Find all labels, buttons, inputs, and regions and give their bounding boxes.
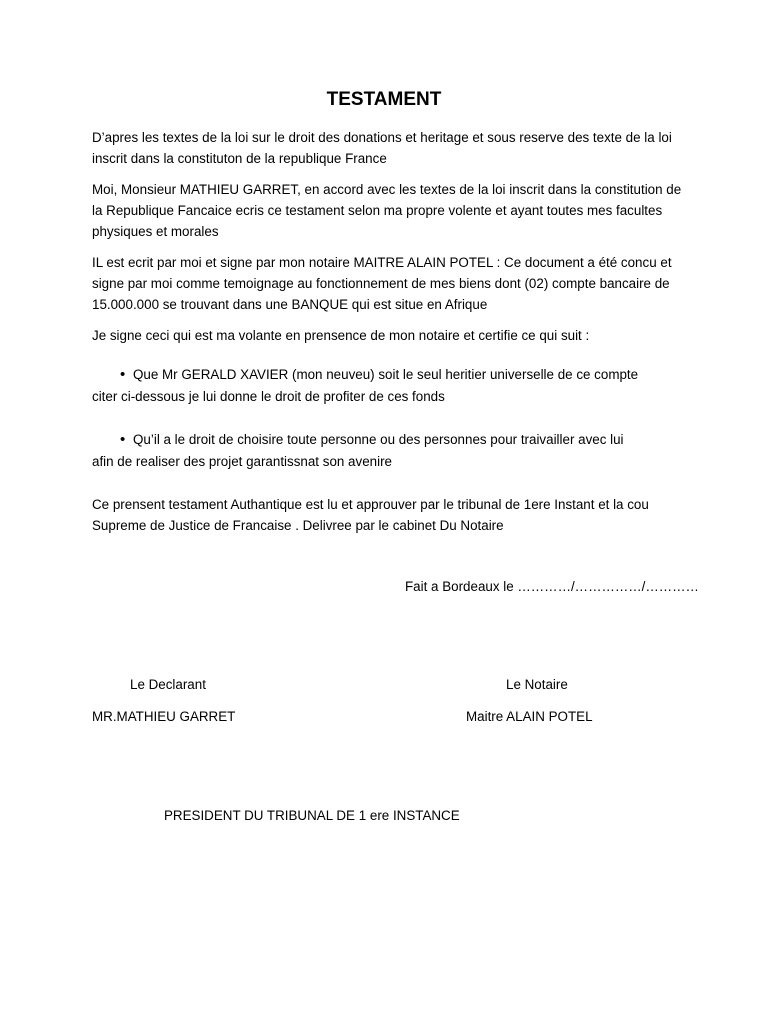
paragraph-certification: Je signe ceci qui est ma volante en prensence de mon notaire et certifie ce qui suit : [92, 328, 590, 343]
bullet-icon: • [120, 431, 126, 448]
paragraph-closing: Ce prensent testament Authantique est lu et approuver par le tribunal de 1ere Instant et la cou Supreme de Justice de Francaise . Delivree par le cabinet Du Notaire [92, 497, 649, 533]
paragraph-declaration: Moi, Monsieur MATHIEU GARRET, en accord avec les textes de la loi inscrit dans la constitution de la Republique Fancaice ecris ce testament selon ma propre volente et ayant toutes mes facultes physiques et morales [92, 182, 682, 239]
bullet-icon: • [120, 366, 126, 383]
bullet-2-first-line: Qu’il a le droit de choisire toute personne ou des personnes pour traivailler avec lui [133, 432, 624, 447]
declarant-name: MR.MATHIEU GARRET [92, 709, 236, 724]
bullet-1-continuation: citer ci-dessous je lui donne le droit de profiter de ces fonds [92, 389, 445, 404]
notaire-label: Le Notaire [506, 677, 568, 692]
bullet-2-continuation: afin de realiser des projet garantissnat son avenire [92, 454, 392, 469]
date-place-line: Fait a Bordeaux le …………/……………/………… [405, 579, 699, 594]
bullet-1-first-line: Que Mr GERALD XAVIER (mon neuveu) soit le seul heritier universelle de ce compte [133, 367, 639, 382]
declarant-label: Le Declarant [130, 677, 206, 692]
paragraph-intro: D’apres les textes de la loi sur le droit des donations et heritage et sous reserve des texte de la loi inscrit dans la constituton de la republique France [92, 130, 672, 166]
bullet-item-1 [92, 364, 692, 409]
document-title: TESTAMENT [326, 89, 442, 110]
document-body [92, 127, 692, 546]
president-signature-line: PRESIDENT DU TRIBUNAL DE 1 ere INSTANCE [164, 808, 460, 823]
paragraph-notaire: IL est ecrit par moi et signe par mon notaire MAITRE ALAIN POTEL : Ce document a été concu et signe par moi comme temoignage au fonctionnement de mes biens dont (02) compte bancaire de 15.000.000 se trouvant dans une BANQUE qui est situe en Afrique [92, 255, 672, 312]
bullet-item-2 [92, 429, 692, 474]
notaire-name: Maitre ALAIN POTEL [466, 709, 593, 724]
